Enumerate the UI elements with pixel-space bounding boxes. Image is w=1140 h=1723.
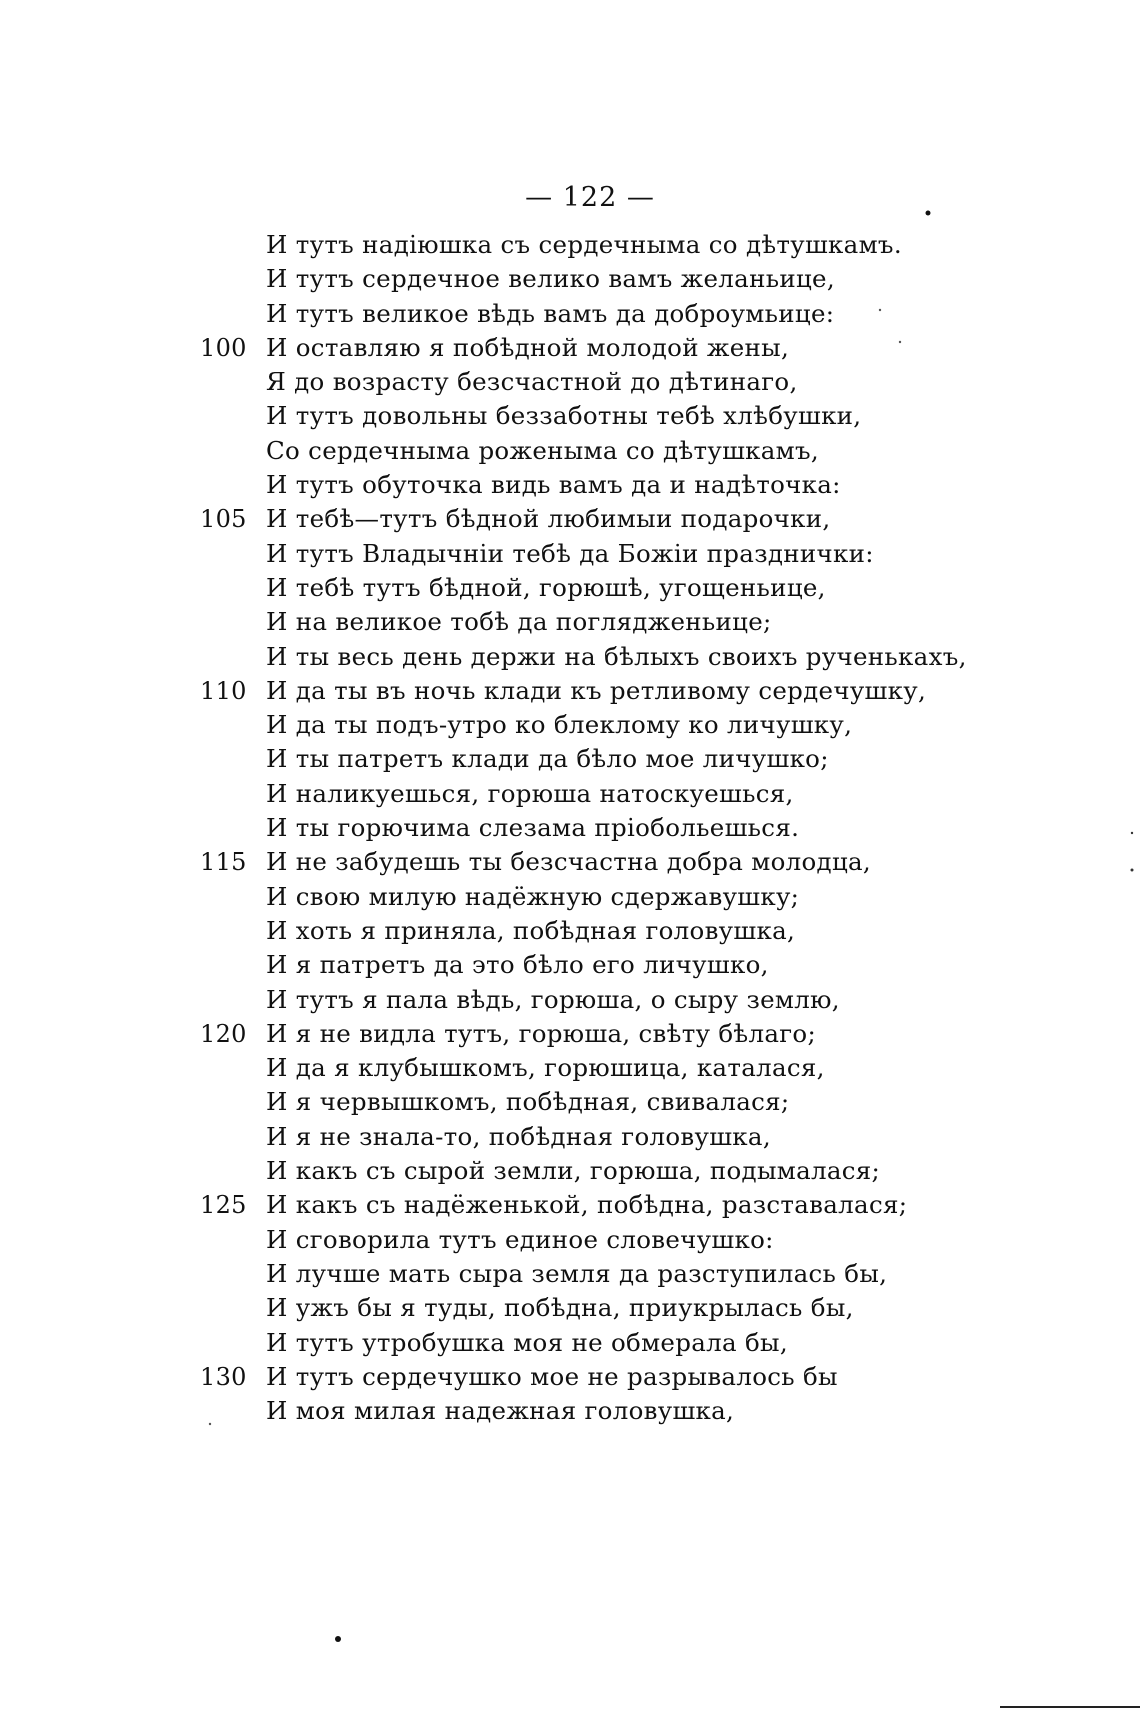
poem-line: [200, 331, 1100, 365]
line-text: И я не видла тутъ, горюша, свѣту бѣлаго;: [266, 1018, 817, 1048]
line-text: И ты патретъ клади да бѣло мое личушко;: [266, 744, 829, 774]
poem-text: [200, 228, 1100, 1428]
line-number: 130: [200, 1362, 247, 1391]
line-text: И тутъ обуточка видь вамъ да и надѣточка:: [266, 470, 841, 500]
poem-line: [200, 1120, 1100, 1154]
poem-line: [200, 1188, 1100, 1222]
line-text: И тутъ сердечное велико вамъ желаньице,: [266, 264, 835, 294]
poem-line: [200, 1051, 1100, 1085]
line-text: И я червышкомъ, побѣдная, свивалася;: [266, 1087, 790, 1117]
poem-line: [200, 468, 1100, 502]
line-text: И тутъ довольны беззаботны тебѣ хлѣбушки,: [266, 401, 862, 431]
poem-line: [200, 1360, 1100, 1394]
line-number: 115: [200, 848, 247, 877]
line-text: И я патретъ да это бѣло его личушко,: [266, 950, 769, 980]
poem-line: [200, 502, 1100, 536]
poem-line: [200, 983, 1100, 1017]
poem-line: [200, 571, 1100, 605]
line-text: И тебѣ тутъ бѣдной, горюшѣ, угощеньице,: [266, 572, 826, 602]
line-text: И не забудешь ты безсчастна добра молодца,: [266, 847, 871, 877]
poem-line: [200, 1085, 1100, 1119]
poem-line: [200, 914, 1100, 948]
line-text: Я до возрасту безсчастной до дѣтинаго,: [266, 367, 798, 397]
line-text: И свою милую надёжную сдержавушку;: [266, 881, 800, 911]
line-text: И да ты въ ночь клади къ ретливому сердечушку,: [266, 675, 927, 705]
poem-line: [200, 708, 1100, 742]
page-number: — 122 —: [525, 182, 655, 213]
line-text: Со сердечныма роженыма со дѣтушкамъ,: [266, 435, 820, 465]
line-text: И да ты подъ-утро ко блеклому ко личушку,: [266, 710, 853, 740]
line-number: 105: [200, 505, 247, 534]
poem-line: [200, 880, 1100, 914]
poem-line: [200, 1326, 1100, 1360]
line-text: И тутъ надіюшка съ сердечныма со дѣтушкамъ.: [266, 230, 902, 259]
line-text: И какъ съ сырой земли, горюша, подымалася;: [266, 1156, 881, 1186]
poem-line: [200, 297, 1100, 331]
poem-line: [200, 811, 1100, 845]
poem-line: [200, 1154, 1100, 1188]
line-text: И тутъ я пала вѣдь, горюша, о сыру землю,: [266, 984, 840, 1014]
poem-line: [200, 537, 1100, 571]
line-number: 110: [200, 676, 247, 705]
poem-line: [200, 948, 1100, 982]
line-text: И тутъ великое вѣдь вамъ да доброумьице:: [266, 298, 835, 328]
line-text: И моя милая надежная головушка,: [266, 1396, 735, 1426]
poem-line: [200, 1291, 1100, 1325]
poem-line: [200, 605, 1100, 639]
line-text: И наликуешься, горюша натоскуешься,: [266, 778, 794, 808]
poem-line: [200, 434, 1100, 468]
line-text: И оставляю я побѣдной молодой жены,: [266, 332, 790, 362]
poem-line: [200, 365, 1100, 399]
poem-line: [200, 1394, 1100, 1428]
poem-line: [200, 228, 1100, 262]
line-text: И лучше мать сыра земля да разступилась бы,: [266, 1258, 888, 1288]
line-text: И ты весь день держи на бѣлыхъ своихъ рученькахъ,: [266, 641, 967, 671]
poem-line: [200, 1017, 1100, 1051]
line-text: И тебѣ—тутъ бѣдной любимыи подарочки,: [266, 504, 831, 534]
line-number: 125: [200, 1191, 247, 1220]
line-text: И какъ съ надёженькой, побѣдна, разставалася;: [266, 1190, 908, 1220]
poem-line: [200, 262, 1100, 296]
line-text: И хоть я приняла, побѣдная головушка,: [266, 915, 796, 945]
line-text: И да я клубышкомъ, горюшица, каталася,: [266, 1053, 825, 1083]
line-text: И тутъ сердечушко мое не разрывалось бы: [266, 1361, 838, 1391]
line-number: 100: [200, 333, 247, 362]
poem-line: [200, 777, 1100, 811]
line-text: И сговорила тутъ единое словечушко:: [266, 1224, 774, 1254]
poem-line: [200, 742, 1100, 776]
line-text: И я не знала-то, побѣдная головушка,: [266, 1121, 771, 1151]
line-text: И на великое тобѣ да поглядженьице;: [266, 607, 772, 637]
line-text: И ты горючима слезама пріобольешься.: [266, 813, 800, 843]
poem-line: [200, 845, 1100, 879]
line-number: 120: [200, 1019, 247, 1048]
poem-line: [200, 674, 1100, 708]
poem-line: [200, 1257, 1100, 1291]
line-text: И тутъ утробушка моя не обмерала бы,: [266, 1327, 788, 1357]
line-text: И ужъ бы я туды, побѣдна, приукрылась бы,: [266, 1293, 854, 1323]
poem-line: [200, 1223, 1100, 1257]
poem-line: [200, 640, 1100, 674]
line-text: И тутъ Владычніи тебѣ да Божіи празднички:: [266, 538, 874, 568]
poem-line: [200, 399, 1100, 433]
